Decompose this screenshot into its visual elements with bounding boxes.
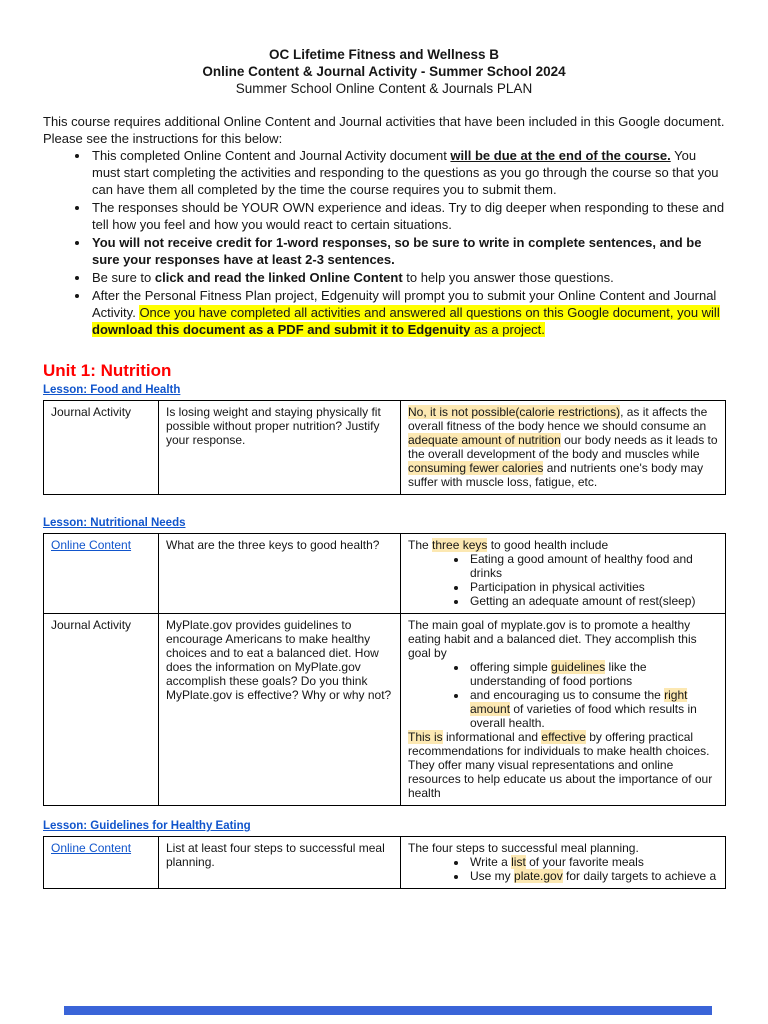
- nutritional-needs-table: [43, 533, 726, 806]
- document-page: [43, 0, 725, 889]
- title-line-3: Summer School Online Content & Journals PLAN: [235, 81, 533, 96]
- lesson-guidelines-heading: Lesson: Guidelines for Healthy Eating: [43, 820, 251, 832]
- question-cell: Is losing weight and staying physically fit possible without proper nutrition? Justify your response.: [159, 401, 401, 495]
- list-item: • You will not receive credit for 1-word responses, so be sure to write in complete sentences, and be sure your responses have at least 2-3 sentences.: [90, 234, 725, 268]
- table-row: [44, 534, 726, 614]
- list-item: • The responses should be YOUR OWN experience and ideas. Try to dig deeper when responding to these and tell how you feel and how you would react to certain situations.: [90, 199, 725, 233]
- question-cell: List at least four steps to successful meal planning.: [159, 837, 401, 889]
- list-item: • Participation in physical activities: [468, 580, 718, 594]
- title-line-2: Online Content & Journal Activity - Summer School 2024: [202, 64, 566, 79]
- activity-type-cell: Journal Activity: [44, 614, 159, 806]
- document-title-block: [43, 46, 725, 97]
- answer-list: [408, 855, 718, 883]
- list-item: • offering simple guidelines like the understanding of food portions: [468, 660, 718, 688]
- activity-type-cell: Journal Activity: [44, 401, 159, 495]
- list-item: • Write a list of your favorite meals: [468, 855, 718, 869]
- lesson-nutritional-needs-heading: Lesson: Nutritional Needs: [43, 517, 186, 529]
- list-item: • and encouraging us to consume the right amount of varieties of food which results in overall health.: [468, 688, 718, 730]
- answer-cell: [401, 837, 726, 889]
- question-cell: What are the three keys to good health?: [159, 534, 401, 614]
- question-cell: MyPlate.gov provides guidelines to encourage Americans to make healthy choices and to eat a balanced diet. How does the information on MyPlate.gov accomplish these goals? Do you think MyPlate.gov is effective? Why or why not?: [159, 614, 401, 806]
- instruction-list: [43, 147, 725, 338]
- intro-paragraph: This course requires additional Online Content and Journal activities that have been included in this Google document. Please see the instructions for this below:: [43, 114, 725, 146]
- answer-list: [408, 660, 718, 730]
- online-content-link[interactable]: Online Content: [51, 538, 132, 552]
- list-item: • This completed Online Content and Journal Activity document will be due at the end of the course. You must start completing the activities and responding to the questions as you go through the course so that you can have them all completed by the time the course requires you to submit them.: [90, 147, 725, 198]
- guidelines-table: [43, 836, 726, 889]
- lesson-food-and-health-heading: Lesson: Food and Health: [43, 384, 181, 396]
- answer-cell: [401, 534, 726, 614]
- online-content-link[interactable]: Online Content: [51, 841, 132, 855]
- answer-lead: The three keys to good health include: [408, 538, 609, 552]
- answer-lead: The main goal of myplate.gov is to promote a healthy eating habit and a balanced diet. They accomplish this goal by: [408, 618, 697, 660]
- list-item: • Getting an adequate amount of rest(sleep): [468, 594, 718, 608]
- list-item: • Eating a good amount of healthy food and drinks: [468, 552, 718, 580]
- answer-lead: The four steps to successful meal planning.: [408, 841, 639, 855]
- next-page-edge: [64, 1006, 712, 1015]
- table-row: [44, 401, 726, 495]
- list-item: • Use my plate.gov for daily targets to achieve a: [468, 869, 718, 883]
- answer-tail: This is informational and effective by offering practical recommendations for individuals to make health choices. They offer many visual representations and online resources to help educate us about the importance of our health: [408, 730, 713, 800]
- list-item: • Be sure to click and read the linked Online Content to help you answer those questions.: [90, 269, 725, 286]
- activity-type-cell: [44, 534, 159, 614]
- unit-1-heading: Unit 1: Nutrition: [43, 361, 172, 380]
- title-line-1: OC Lifetime Fitness and Wellness B: [268, 47, 500, 62]
- list-item: • After the Personal Fitness Plan project, Edgenuity will prompt you to submit your Online Content and Journal Activity. Once you have completed all activities and answered all questions on this Google document, you will download this document as a PDF and submit it to Edgenuity as a project.: [90, 287, 725, 338]
- answer-cell: [401, 614, 726, 806]
- food-health-table: [43, 400, 726, 495]
- table-row: [44, 614, 726, 806]
- answer-cell: No, it is not possible(calorie restrictions), as it affects the overall fitness of the body hence we should consume an adequate amount of nutrition our body needs as it leads to the overall development of the body and muscles while consuming fewer calories and nutrients one's body may suffer with muscle loss, fatigue, etc.: [401, 401, 726, 495]
- answer-list: [408, 552, 718, 608]
- activity-type-cell: [44, 837, 159, 889]
- table-row: [44, 837, 726, 889]
